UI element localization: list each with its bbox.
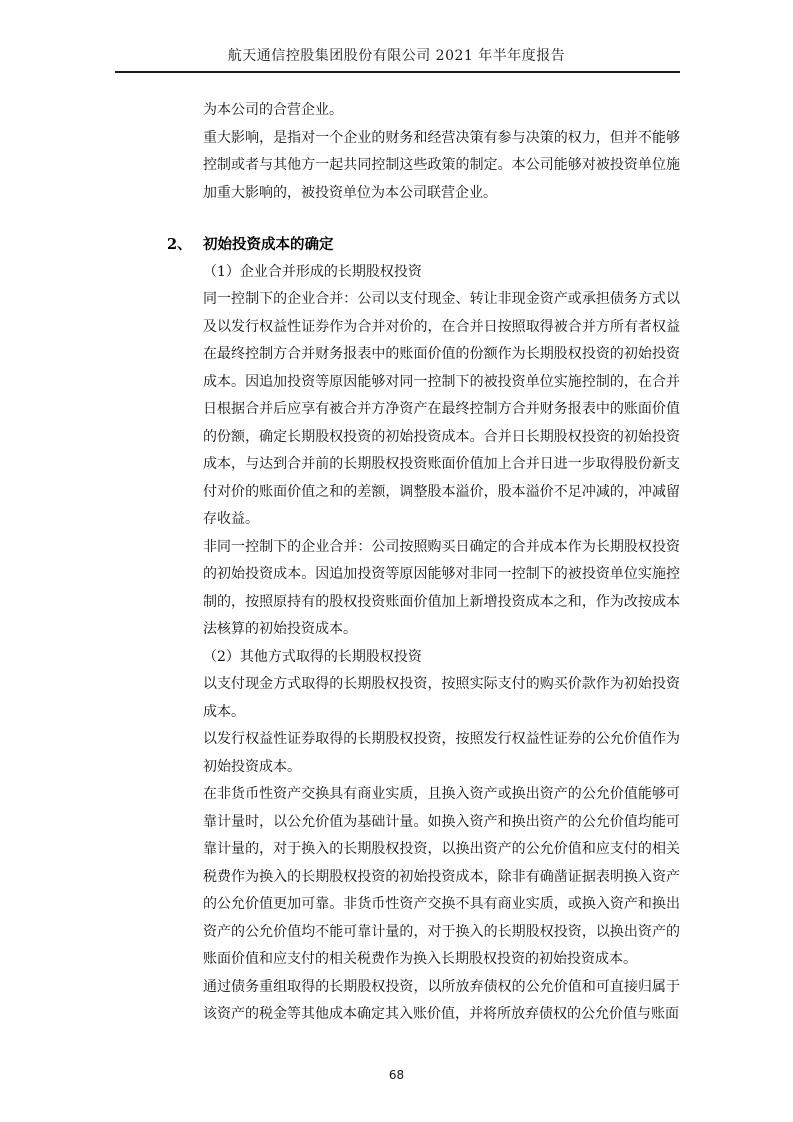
subsection-heading: （1）企业合并形成的长期股权投资 — [203, 263, 422, 280]
body-paragraph: 以发行权益性证券取得的长期股权投资，按照发行权益性证券的公允价值作为初始投资成本。 — [203, 731, 680, 775]
document-body — [167, 97, 680, 1057]
body-paragraph: 重大影响，是指对一个企业的财务和经营决策有参与决策的权力，但并不能够控制或者与其他方一起共同控制这些政策的制定。本公司能够对被投资单位施加重大影响的，被投资单位为本公司联营企业。 — [203, 129, 680, 201]
report-header-title: 航天通信控股集团股份有限公司 2021 年半年度报告 — [227, 48, 566, 64]
body-paragraph: 通过债务重组取得的长期股权投资，以所放弃债权的公允价值和可直接归属于该资产的税金等其他成本确定其入账价值，并将所放弃债权的公允价值与账面 — [203, 978, 680, 1022]
section-number: 2、 — [167, 236, 192, 253]
section-heading — [167, 231, 680, 259]
body-paragraph: 为本公司的合营企业。 — [203, 102, 343, 118]
section-title: 初始投资成本的确定 — [203, 236, 334, 253]
body-paragraph: 非同一控制下的企业合并：公司按照购买日确定的合并成本作为长期股权投资的初始投资成本。因追加投资等原因能够对非同一控制下的被投资单位实施控制的，按照原持有的股权投资账面价值加上新增投资成本之和，作为改按成本法核算的初始投资成本。 — [203, 538, 680, 637]
body-paragraph: 在非货币性资产交换具有商业实质，且换入资产或换出资产的公允价值能够可靠计量时，以公允价值为基础计量。如换入资产和换出资产的公允价值均能可靠计量的，对于换入的长期股权投资，以换出资产的公允价值和应支付的相关税费作为换入的长期股权投资的初始投资成本，除非有确凿证据表明换入资产的公允价值更加可靠。非货币性资产交换不具有商业实质，或换入资产和换出资产的公允价值均不能可靠计量的，对于换入的长期股权投资，以换出资产的账面价值和应支付的相关税费作为换入长期股权投资的初始投资成本。 — [203, 786, 680, 967]
body-paragraph: 以支付现金方式取得的长期股权投资，按照实际支付的购买价款作为初始投资成本。 — [203, 676, 680, 720]
page-number: 68 — [388, 1068, 405, 1082]
header-divider — [115, 71, 680, 73]
body-paragraph: 同一控制下的企业合并：公司以支付现金、转让非现金资产或承担债务方式以及以发行权益性证券作为合并对价的，在合并日按照取得被合并方所有者权益在最终控制方合并财务报表中的账面价值的份额作为长期股权投资的初始投资成本。因追加投资等原因能够对同一控制下的被投资单位实施控制的，在合并日根据合并后应享有被合并方净资产在最终控制方合并财务报表中的账面价值的份额，确定长期股权投资的初始投资成本。合并日长期股权投资的初始投资成本，与达到合并前的长期股权投资账面价值加上合并日进一步取得股份新支付对价的账面价值之和的差额，调整股本溢价，股本溢价不足冲减的，冲减留存收益。 — [203, 291, 680, 527]
subsection-heading: （2）其他方式取得的长期股权投资 — [203, 648, 422, 665]
